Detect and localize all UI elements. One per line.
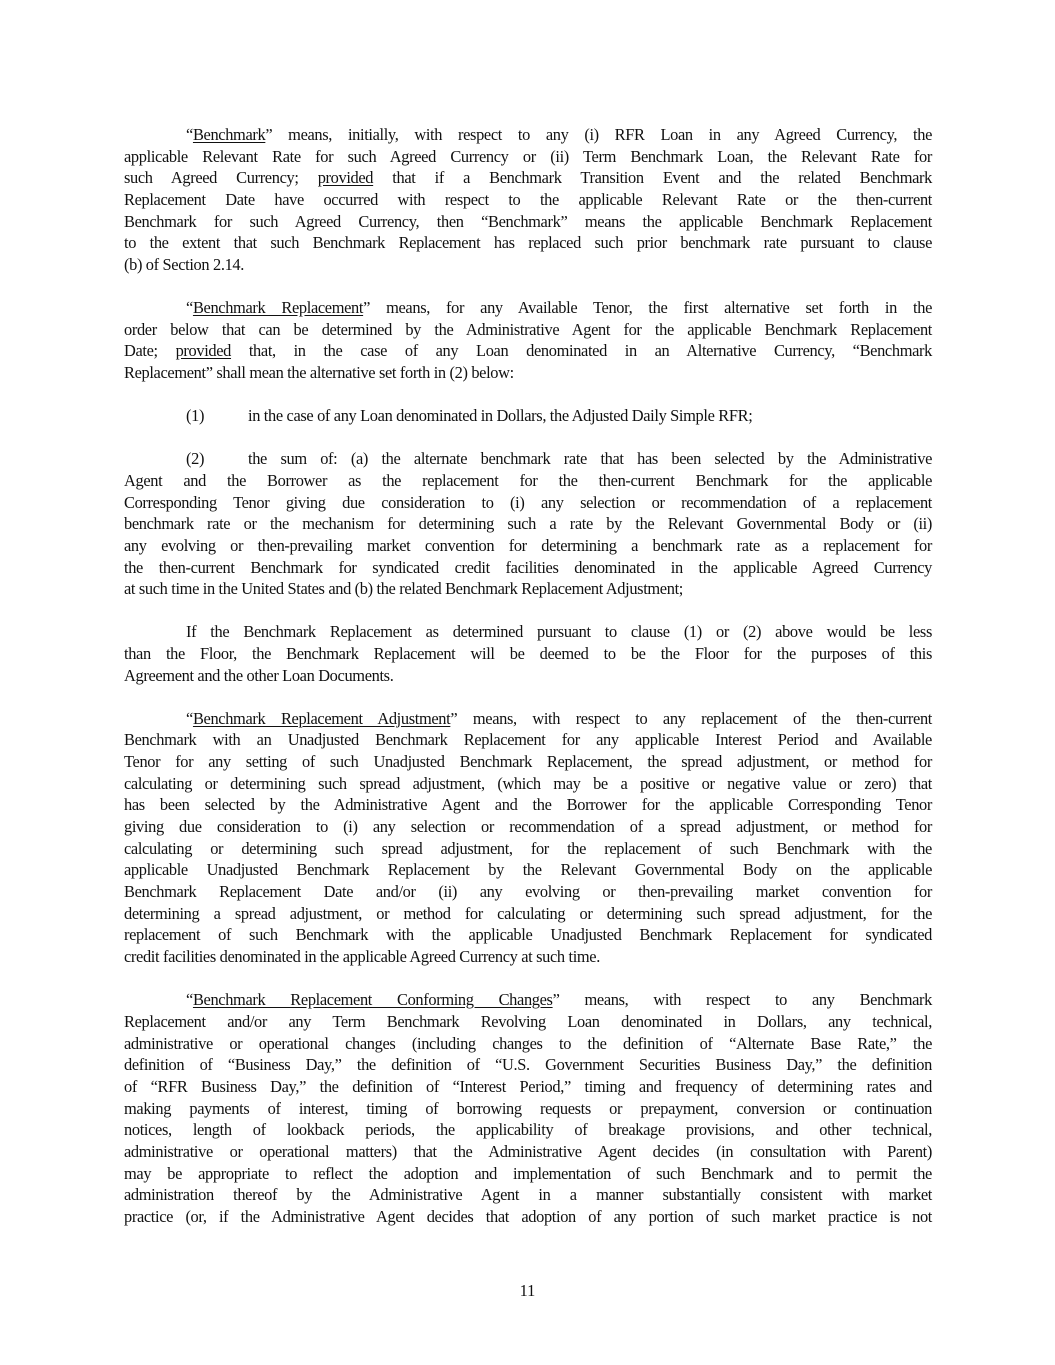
text-line: “Benchmark Replacement Adjustment” means, with respect to any replacement of the then-current [186, 708, 932, 728]
defined-term: Benchmark Replacement Conforming Changes [192, 990, 553, 1010]
text-line: calculating or determining such spread adjustment, for the replacement of such Benchmark with the [124, 838, 932, 858]
page-number: 11 [519, 1281, 536, 1300]
text-line: Replacement and/or any Term Benchmark Revolving Loan denominated in Dollars, any technical, [124, 1011, 932, 1031]
text-line: benchmark rate or the mechanism for determining such a rate by the Relevant Governmental Body or (ii) [124, 514, 932, 534]
text-line: “Benchmark Replacement” means, for any Available Tenor, the first alternative set forth in the [186, 298, 932, 318]
text-line: determining a spread adjustment, or method for calculating or determining such spread adjustment, for the [124, 903, 932, 923]
text-line: administration thereof by the Administrative Agent in a manner substantially consistent with market [124, 1185, 932, 1205]
text-line: “Benchmark Replacement Conforming Changes” means, with respect to any Benchmark [186, 990, 932, 1010]
item-number: (1) [186, 406, 205, 426]
text-line: any evolving or then-prevailing market convention for determining a benchmark rate as a replacement for [124, 535, 932, 555]
text-line: at such time in the United States and (b) the related Benchmark Replacement Adjustment; [124, 579, 683, 599]
provided-term: provided [317, 168, 374, 188]
defined-term: Benchmark [192, 125, 266, 144]
text-line: (2) the sum of: (a) the alternate benchmark rate that has been selected by the Administrative [186, 449, 932, 469]
text-line: Corresponding Tenor giving due consideration to (i) any selection or recommendation of a replacement [124, 492, 932, 512]
document-page [124, 124, 932, 1249]
text-line: practice (or, if the Administrative Agent decides that adoption of any portion of such market practice is not [124, 1207, 932, 1227]
text-line: has been selected by the Administrative Agent and the Borrower for the applicable Corresponding Tenor [124, 795, 932, 815]
provided-term: provided [175, 341, 232, 361]
text-line: administrative or operational matters) that the Administrative Agent decides (in consultation with Parent) [124, 1141, 932, 1161]
list-item-2 [124, 448, 932, 600]
list-item-1 [124, 405, 932, 427]
text-line: notices, length of lookback periods, the applicability of breakage provisions, and other technical, [124, 1120, 932, 1140]
text-line: Date; provided that, in the case of any Loan denominated in an Alternative Currency, “Benchmark [124, 341, 932, 361]
defined-term: Benchmark Replacement [192, 298, 364, 318]
text-line: Benchmark with an Unadjusted Benchmark Replacement for any applicable Interest Period and Available [124, 730, 932, 750]
text-line: calculating or determining such spread adjustment, (which may be a positive or negative value or zero) that [124, 773, 932, 793]
text-line: the then-current Benchmark for syndicated credit facilities denominated in the applicable Agreed Currency [124, 557, 932, 577]
text-line: Agent and the Borrower as the replacement for the then-current Benchmark for the applicable [124, 470, 932, 490]
text-line: such Agreed Currency; provided that if a Benchmark Transition Event and the related Benchmark [124, 168, 932, 188]
definition-benchmark [124, 124, 932, 276]
text-line: of “RFR Business Day,” the definition of “Interest Period,” timing and frequency of determining rates and [124, 1076, 932, 1096]
text-line: (1) in the case of any Loan denominated in Dollars, the Adjusted Daily Simple RFR; [186, 406, 753, 426]
floor-paragraph [124, 621, 932, 686]
text-line: making payments of interest, timing of borrowing requests or prepayment, conversion or continuation [124, 1098, 932, 1118]
text-line: Tenor for any setting of such Unadjusted Benchmark Replacement, the spread adjustment, or method for [124, 751, 932, 771]
text-line: order below that can be determined by the Administrative Agent for the applicable Benchmark Replacement [124, 319, 932, 339]
text-line: Benchmark for such Agreed Currency, then “Benchmark” means the applicable Benchmark Replacement [124, 211, 932, 231]
text-line: Replacement Date have occurred with respect to the applicable Relevant Rate or the then-current [124, 190, 932, 210]
text-line: If the Benchmark Replacement as determined pursuant to clause (1) or (2) above would be less [186, 622, 932, 642]
text-line: (b) of Section 2.14. [124, 255, 245, 275]
definition-benchmark-replacement-adjustment [124, 708, 932, 968]
text-line: than the Floor, the Benchmark Replacement will be deemed to be the Floor for the purposes of this [124, 643, 932, 663]
text-line: to the extent that such Benchmark Replacement has replaced such prior benchmark rate pursuant to clause [124, 233, 932, 253]
text-line: definition of “Business Day,” the definition of “U.S. Government Securities Business Day,” the definition [124, 1055, 932, 1075]
definition-benchmark-replacement [124, 297, 932, 384]
text-line: Agreement and the other Loan Documents. [124, 665, 394, 685]
text-line: replacement of such Benchmark with the applicable Unadjusted Benchmark Replacement for syndicated [124, 925, 932, 945]
text-line: Replacement” shall mean the alternative set forth in (2) below: [124, 363, 514, 383]
item-number: (2) [186, 449, 205, 469]
defined-term: Benchmark Replacement Adjustment [192, 708, 451, 728]
text-line: credit facilities denominated in the applicable Agreed Currency at such time. [124, 947, 600, 967]
text-line: may be appropriate to reflect the adoption and implementation of such Benchmark and to permit the [124, 1163, 932, 1183]
text-line: giving due consideration to (i) any selection or recommendation of a spread adjustment, or method for [124, 817, 932, 837]
text-line: administrative or operational changes (including changes to the definition of “Alternate Base Rate,” the [124, 1033, 932, 1053]
definition-benchmark-replacement-conforming-changes [124, 989, 932, 1228]
text-line: applicable Unadjusted Benchmark Replacement by the Relevant Governmental Body on the applicable [124, 860, 932, 880]
text-line: “Benchmark” means, initially, with respect to any (i) RFR Loan in any Agreed Currency, the [186, 125, 932, 144]
text-line: Benchmark Replacement Date and/or (ii) any evolving or then-prevailing market convention for [124, 882, 932, 902]
text-line: applicable Relevant Rate for such Agreed Currency or (ii) Term Benchmark Loan, the Relevant Rate for [124, 146, 932, 166]
